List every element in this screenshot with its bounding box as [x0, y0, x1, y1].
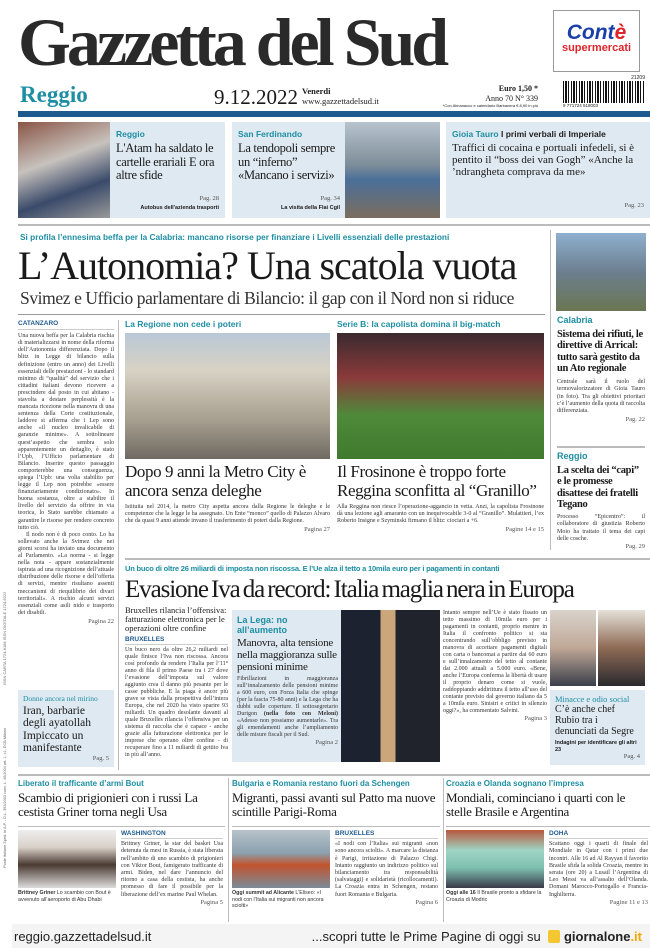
issue-date: 9.12.2022 — [214, 85, 298, 109]
iva-body-continued: Intanto sempre nell’Ue è stato fissato un tetto massimo di 10mila euro per i pagamenti in contanti, proprio mentre in Italia il confronto politico si sta concentrando sull’obbligo previsto in manovra di accettare pagamenti digitali con carta o bancomat a partire dai 60 euro e sull’innalzamento del tetto al contante dai 2.000 attuali a 5.000 euro. «Bene, anche l’Europa conferma la libertà di usare il proprio denaro come si vuole, raddoppiando addirittura il tetto all’uso del contante previsto dal governo italiano da 5 a 10mila euro. Sinistri e critici in silenzio oggi?», ha commentato Salvini. — [443, 610, 547, 714]
lega-body-a: Fibrillazioni in maggioranza sull’innalzamento delle pensioni minime a 600 euro, con Forza Italia che spinge (per la fascia 75-80 anni) e la Lega che ha dubbi sulle coperture. Il sottosegretario Durigon — [237, 676, 338, 718]
edition-name: Reggio — [20, 82, 88, 107]
lead-subhead: Svimez e Ufficio parlamentare di Bilancio: il gap con il Nord non si riduce — [20, 288, 515, 308]
teaser-atam[interactable] — [18, 122, 225, 218]
conte-ad-logo[interactable]: Contè supermercati — [553, 10, 640, 72]
story-dateline: DOHA — [549, 830, 648, 839]
photo-caption — [232, 890, 330, 910]
barcode — [563, 76, 645, 109]
rubio-photo — [598, 610, 645, 686]
teaser-page: Pag. 23 — [624, 202, 644, 209]
story-dateline: WASHINGTON — [121, 830, 223, 839]
story-kicker: Calabria — [557, 315, 593, 325]
iva-subhead: Bruxelles rilancia l’offensiva: fatturazione elettronica per le operazioni oltre confine — [125, 605, 227, 634]
issue-number: Anno 70 N° 339 — [485, 93, 538, 103]
story-kicker: Serie B: la capolista domina il big-match — [337, 319, 501, 329]
donne-page: Pag. 5 — [92, 754, 109, 762]
story-migranti[interactable] — [232, 780, 440, 922]
teaser-kicker: San Ferdinando — [238, 129, 303, 139]
story-body: Processo “Epicentro”: il collaboratore di giustizia Roberto Moio ha trattato il tema dei capi delle cosche. — [557, 514, 645, 542]
lega-body-b: «Adesso non possiamo aumentarle». Tra gli emendamenti anche l’ampliamento delle misure fiscali per il Sud. — [237, 718, 338, 739]
lead-body-continued: Il nodo non è di poco conto. Lo ha sollevato anche la Svimez che nei giorni scorsi ha inviato una documento al Parlamento. «La norma - si legge nella nota - appare sostanzialmente ispirata ad una ricognizione dell’attuale distribuzione delle risorse e dell’offerta di servizi, mentre risultano assenti meccanismi di riequilibrio dei divari territoriali». A rischio alcuni servizi essenziali come asili nido e trasporto dei disabili. — [18, 531, 114, 616]
caption-text: Lo scambio con Bout è avvenuto all’aeroporto di Abu Dhabi — [18, 890, 111, 903]
story-rifiuti[interactable] — [557, 316, 645, 424]
waste-plant-photo — [556, 233, 646, 311]
durigon-meloni-photo — [341, 610, 440, 762]
caption-text: L’Eliseo: «I nodi con l’Italia sui migranti non ancora sciolti» — [232, 890, 324, 909]
photo-caption — [18, 890, 116, 903]
lead-page: Pagina 22 — [88, 617, 114, 625]
header-bar — [18, 111, 650, 117]
iva-kicker: Un buco di oltre 26 miliardi di imposta non riscossa. E l’Ue alza il tetto a 10mila euro per i pagamenti in contanti — [125, 564, 500, 573]
story-kicker: Reggio — [557, 451, 588, 461]
photo-caption: La visita della Flai Cgil — [281, 205, 340, 211]
iva-page: Pagina 3 — [524, 715, 547, 722]
story-body: Brittney Griner, la star del basket Usa detenuta da mesi in Russia, è stata liberata nell’ambito di uno scambio di prigionieri con Viktor Bout, famigerato trafficante di armi. Biden, nel dare l’annuncio del ritorno a casa della cestista, ha anche promesso di fare il possibile per la liberazione dell’ex marine Paul Whelan. — [121, 841, 223, 898]
issn-text: ISSN CARTA 1724-6184 ISSN DIGITALE 1724-6222 — [2, 591, 7, 685]
giornalone-logo-icon — [548, 930, 560, 943]
bus-photo — [18, 122, 110, 218]
story-page: Pag. 22 — [625, 416, 645, 424]
story-reggina[interactable] — [337, 320, 544, 534]
story-headline: Mondiali, cominciano i quarti con le stelle Brasile e Argentina — [446, 789, 626, 819]
price-note: *Con Almanacco e calendario Barbanera € 8,90 in più — [442, 103, 538, 108]
lead-body: Una nuova beffa per la Calabria rischia di materializzarsi in nome della riforma dell’Autonomia differenziata. Dopo il blitz in Legge di bilancio sulla definizione (entro un anno) dei Livelli essenziali delle prestazioni - lo standard minimo di “qualità” del servizio che i cittadini italiani devono ricevere a prescindere dal posto in cui abitano - stavolta a destare perplessità è la mancata ricezione nella manovra di una sentenza della Corte costituzionale, laddove si afferma che i Lep sono anche «il nucleo invalicabile di garanzie minime». A sottolineare quest’aspetto che sembra solo apparentemente un dettaglio, è stato l’Upb, l’Ufficio parlamentare di Bilancio. Inserire questo passaggio comporterebbe una conseguenza, spiega l’Upb: una volta stabilito per legge il Lep non potrebbe «essere finanziariamente condizionato». In buona sostanza, oltre a stabilire il livello del servizio da offrire in via teorica, lo Stato sarebbe chiamato a garantire le risorse per rendere concreto tutto ciò. — [18, 333, 114, 531]
donne-kicker: Donne ancora nel mirino — [23, 694, 98, 703]
story-kicker: Croazia e Olanda sognano l’impresa — [446, 779, 584, 788]
iva-dateline: BRUXELLES — [125, 636, 228, 645]
story-page: Pagine 14 e 15 — [505, 525, 544, 533]
teaser-headline: La tendopoli sempre un “inferno” «Mancano i servizi» — [238, 141, 336, 182]
caption-text: Il Brasile pronto a sfidare la Croazia di Modric — [446, 890, 542, 903]
mondiali-photo — [446, 830, 544, 888]
story-kicker: Liberato il trafficante d’armi Bout — [18, 779, 144, 788]
story-body: Centrale sarà il ruolo del termovalorizzatore di Gioia Tauro (in foto). Tra gli obiettivi prioritari c’è l’aumento della quota di raccolta differenziata. — [557, 379, 645, 415]
lega-kicker: La Lega: no all’aumento — [237, 615, 288, 635]
donne-headline: Iran, barbarie degli ayatollah Impiccato un manifestante — [23, 705, 92, 755]
photo-caption: Autobus dell'azienda trasporti — [140, 205, 219, 211]
lega-body — [237, 676, 338, 739]
story-tegano[interactable] — [557, 452, 645, 551]
lead-kicker: Si profila l’ennesima beffa per la Calabria: mancano risorse per finanziare i Livelli essenziali delle prestazioni — [20, 232, 450, 242]
story-page: Pag. 29 — [625, 543, 645, 551]
story-headline: Il Frosinone è troppo forte Reggina sconfitta al “Granillo” — [337, 462, 537, 500]
story-body: «I nodi con l’Italia» sui migranti «non sono ancora sciolti». A marcare la distanza è Parigi, irritazione di Palazzo Chigi. Intanto raggiunto un indirizzo politico sul bilanciamento tra responsabilità (salvataggi) e solidarietà (ricollocamenti). La Croazia entra in Schengen, restano fuori Romania e Bulgaria. — [335, 841, 438, 898]
iva-headline[interactable]: Evasione Iva da record: Italia maglia nera in Europa — [125, 576, 574, 603]
teaser-headline: L'Atam ha saldato le cartelle erariali E ora altre sfide — [116, 141, 215, 182]
giornalone-tld: .it — [630, 929, 642, 944]
price: Euro 1,50 * — [498, 84, 538, 93]
segre-kicker: Minacce e odio social — [555, 694, 630, 704]
story-headline: Dopo 9 anni la Metro City è ancora senza deleghe — [125, 462, 306, 500]
story-page: Pagina 6 — [415, 898, 438, 906]
story-metro-city[interactable] — [125, 320, 330, 534]
lead-dateline: CATANZARO — [18, 320, 114, 330]
caption-bold: Oggi alle 16 — [446, 890, 476, 896]
segre-headline: C’è anche chef Rubio tra i denunciati da Segre — [555, 704, 634, 737]
teaser-page: Pag. 28 — [199, 195, 219, 202]
story-body: Alla Reggina non riesce l’operazione-aggancio in vetta. Anzi, la capolista Frosinone dà una lezione agli amaranto con un inequivocabile 3-0 al “Granillo”. Mulattieri, l’ex Roberto Insigne e Szyminski firmano il blitz: ciociari a +6. — [337, 504, 544, 525]
story-griner[interactable] — [18, 780, 225, 922]
teaser-kicker: Reggio — [116, 129, 145, 139]
lega-body-bold: (nella foto con Meloni) — [263, 711, 338, 718]
migranti-photo — [232, 830, 330, 888]
story-page: Pagina 27 — [304, 525, 330, 533]
segre-page: Pag. 4 — [623, 753, 640, 761]
footer-site-link[interactable]: reggio.gazzettadelsud.it — [14, 929, 152, 944]
photo-caption — [446, 890, 544, 903]
barcode-number: 9 771724 518003 — [563, 103, 599, 108]
story-dateline: BRUXELLES — [335, 830, 438, 839]
griner-photo — [18, 830, 116, 888]
palazzo-photo — [125, 333, 330, 459]
segre-box[interactable] — [550, 690, 645, 765]
tent-camp-photo — [345, 122, 440, 218]
teaser-page: Pag. 34 — [320, 195, 340, 202]
price-info — [443, 84, 538, 108]
weekday: Venerdi — [302, 86, 331, 96]
barcode-top: 21209 — [631, 75, 645, 81]
story-headline: La scelta dei “capi” e le promesse disattese dei fratelli Tegano — [557, 464, 639, 510]
teaser-gioia-tauro[interactable] — [446, 122, 650, 218]
postal-text: Poste Italiane Sped. in A.P. - D.L. 353/2003 conv. L. 46/2004 art. 1, c1, DCB Milano — [3, 728, 7, 868]
teaser-kicker: Gioia Tauro — [452, 129, 499, 139]
story-page: Pagine 11 e 13 — [609, 898, 648, 906]
lega-page: Pagina 2 — [315, 739, 338, 747]
story-headline: Scambio di prigionieri con i russi La cestista Griner torna negli Usa — [18, 789, 198, 819]
giornalone-brand: giornalone — [563, 929, 631, 944]
story-headline: Sistema dei rifiuti, le direttive di Arrical: tutto sarà gestito da un Ato regionale — [557, 328, 643, 374]
story-headline: Migranti, passi avanti sul Patto ma nuove scintille Parigi-Roma — [232, 789, 436, 819]
teaser-headline: Traffici di cocaina e portuali infedeli, si è pentito il “boss dei van Gogh” «Anche la ’ndrangheta comprava da me» — [452, 142, 635, 178]
caption-bold: Brittney Griner — [18, 890, 56, 896]
story-kicker: La Regione non cede i poteri — [125, 319, 242, 329]
teaser-tendopoli[interactable] — [232, 122, 440, 218]
segre-photo — [550, 610, 596, 686]
iva-body: Un buco nero da oltre 26,2 miliardi nel quale finisce l’Iva non riscossa. Ancora così profondo da rendere l’Italia per l’11° anno di fila il primo Paese tra i 27 dove l’evasione dell’imposta sul valore aggiunto crea il danno più pesante per le casse pubbliche. E la piaga è ancor più grave se vista dalla prospettiva dell’intera Europa, che nel 2020 ha visto sparire 93 miliardi. Un quadro desolante davanti al quale Bruxelles rilancia l’offensiva per un sistema di raccolta che è capace - anche grazie alla fatturazione elettronica per le imprese che operano oltre confine - di recuperare fino a 11 miliardi di gettito Iva in più all’anno. — [125, 646, 228, 758]
football-photo — [337, 333, 544, 459]
masthead-title: Gazzetta del Sud — [18, 4, 446, 80]
footer-promo[interactable] — [312, 929, 642, 944]
story-body: Scattano oggi i quarti di finale del Mondiale in Qatar con i primi due incontri. Alle 16 ad Al Rayyan il favorito Brasile sfida la solida Croazia, mentre in serata (ore 20) a Lusail l’Argentina di Leo Messi va all’assalto dell’Olanda. Domani Marocco-Portogallo e Francia-Inghilterra. — [549, 841, 648, 898]
lead-headline[interactable]: L’Autonomia? Una scatola vuota — [18, 243, 517, 288]
story-page: Pagina 5 — [200, 898, 223, 906]
lega-headline: Manovra, alta tensione nella maggioranza sulle pensioni minime — [237, 636, 337, 673]
story-body: Istituita nel 2014, la metro City aspetta ancora dalla Regione le deleghe e le competenze che la legge le ha assegnato. Un Ente “monco” quello di Palazzo Alvaro che da quasi 9 anni attende invano il trasferimento di poteri dalla Regione. — [125, 504, 330, 525]
weekday-website — [302, 86, 379, 106]
lega-box[interactable] — [232, 610, 440, 762]
donne-box[interactable] — [18, 690, 114, 767]
teaser-kicker-extra: I primi verbali di Imperiale — [500, 129, 606, 139]
story-kicker: Bulgaria e Romania restano fuori da Schengen — [232, 779, 410, 788]
caption-bold: Oggi summit ad Alicante — [232, 890, 294, 896]
website: www.gazzettadelsud.it — [302, 96, 379, 106]
segre-caption: Indagini per identificare gli altri 23 — [555, 740, 637, 753]
footer-promo-text: ...scopri tutte le Prime Pagine di oggi su — [311, 929, 541, 944]
story-mondiali[interactable] — [446, 780, 650, 922]
